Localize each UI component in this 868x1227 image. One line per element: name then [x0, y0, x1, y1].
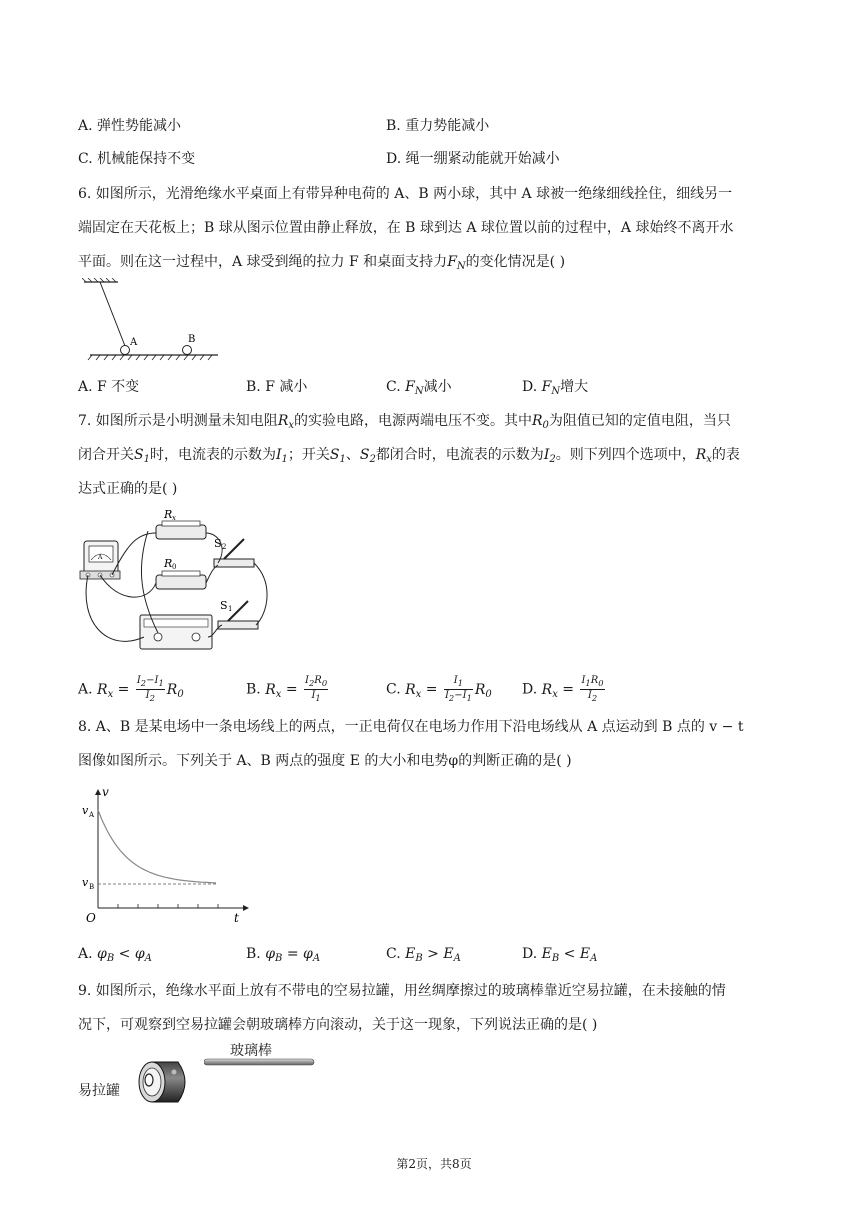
ball-b-label: B	[188, 334, 196, 345]
ammeter-label: A	[98, 554, 103, 561]
q6-text-line2: 端固定在天花板上；B 球从图示位置由静止释放，在 B 球到达 A 球位置以前的过程中，A 球始终不离开水	[78, 220, 734, 236]
can-label: 易拉罐	[78, 1083, 120, 1099]
q5-option-d: D. 绳一绷紧动能就开始减小	[386, 151, 560, 167]
q8-vt-graph	[78, 782, 258, 924]
q7-option-a: A. $R_x$ = $\frac{I_2-I_1}{I_2}$ $R_0$	[78, 675, 184, 703]
q5-option-c: C. 机械能保持不变	[78, 151, 196, 167]
q6-option-b: B. F 减小	[246, 379, 308, 395]
va-label: v	[82, 804, 89, 817]
q5-option-a: A. 弹性势能减小	[78, 118, 182, 134]
svg-text:R: R	[164, 508, 173, 521]
svg-text:1: 1	[228, 605, 233, 613]
svg-text:0: 0	[172, 563, 177, 571]
svg-text:A: A	[89, 811, 95, 819]
q5-option-b: B. 重力势能减小	[386, 118, 490, 134]
glass-rod-label: 玻璃棒	[230, 1043, 272, 1059]
q9-text-line1: 9. 如图所示，绝缘水平面上放有不带电的空易拉罐，用丝绸摩擦过的玻璃棒靠近空易拉罐，在未接触的情	[78, 983, 726, 999]
svg-text:B: B	[89, 883, 95, 891]
q7-text-line2: 闭合开关$S_1$时，电流表的示数为$I_1$；开关$S_1$、$S_2$都闭合时，电流表的示数为$I_2$。则下列四个选项中，$R_x$的表	[78, 447, 740, 465]
q6-option-c: C. $F_N$减小	[386, 379, 452, 397]
q6-figure	[78, 278, 218, 368]
svg-text:2: 2	[222, 543, 227, 551]
q9-text-line2: 况下，可观察到空易拉罐会朝玻璃棒方向滚动，关于这一现象，下列说法正确的是( )	[78, 1017, 598, 1033]
svg-text:S: S	[214, 537, 222, 550]
q6-option-d: D. $F_N$增大	[522, 379, 589, 397]
q8-option-c: C. $E_B > E_A$	[386, 946, 461, 964]
svg-text:R: R	[164, 557, 173, 570]
q6-option-a: A. F 不变	[78, 379, 140, 395]
switch-s1	[218, 599, 258, 629]
soda-can	[134, 1058, 194, 1108]
q8-text-line2: 图像如图所示。下列关于 A、B 两点的强度 E 的大小和电势φ的判断正确的是( )	[78, 753, 572, 769]
v-axis-label: v	[102, 785, 109, 799]
power-supply	[140, 615, 212, 649]
ball-a	[121, 346, 130, 355]
q6-text-line1: 6. 如图所示，光滑绝缘水平桌面上有带异种电荷的 A、B 两小球，其中 A 球被一绝缘细线拴住，细线另一	[78, 186, 733, 202]
q7-option-c: C. $R_x$ = $\frac{I_1}{I_2-I_1}$ $R_0$	[386, 675, 492, 703]
q7-text-line1: 7. 如图所示是小明测量未知电阻$R_x$的实验电路，电源两端电压不变。其中$R_0$为阻值已知的定值电阻，当只	[78, 413, 731, 431]
q7-text-line3: 达式正确的是( )	[78, 481, 178, 497]
ball-b	[183, 346, 192, 355]
q8-text-line1: 8. A、B 是某电场中一条电场线上的两点，一正电荷仅在电场力作用下沿电场线从 A 点运动到 B 点的 v − t	[78, 719, 744, 735]
q7-option-d: D. $R_x$ = $\frac{I_1R_0}{I_2}$	[522, 675, 604, 703]
q8-option-a: A. $\varphi_B < \varphi_A$	[78, 946, 152, 964]
svg-text:x: x	[172, 514, 176, 522]
page-footer: 第2页，共8页	[396, 1157, 472, 1171]
q7-option-b: B. $R_x$ = $\frac{I_2R_0}{I_1}$	[246, 675, 328, 703]
glass-rod	[204, 1058, 316, 1068]
q6-text-line3: 平面。则在这一过程中，A 球受到绳的拉力 F 和桌面支持力$F_N$的变化情况是( )	[78, 254, 566, 272]
q7-circuit-figure	[78, 503, 278, 658]
vb-label: v	[82, 876, 89, 889]
resistor-r0	[156, 557, 206, 589]
q8-option-b: B. $\varphi_B = \varphi_A$	[246, 946, 321, 964]
vt-curve	[98, 810, 216, 883]
svg-text:S: S	[220, 599, 228, 612]
origin-label: O	[86, 911, 96, 924]
q8-option-d: D. $E_B < E_A$	[522, 946, 598, 964]
ball-a-label: A	[130, 337, 138, 348]
t-axis-label: t	[234, 911, 239, 924]
ammeter	[80, 541, 120, 579]
resistor-rx	[156, 508, 206, 539]
